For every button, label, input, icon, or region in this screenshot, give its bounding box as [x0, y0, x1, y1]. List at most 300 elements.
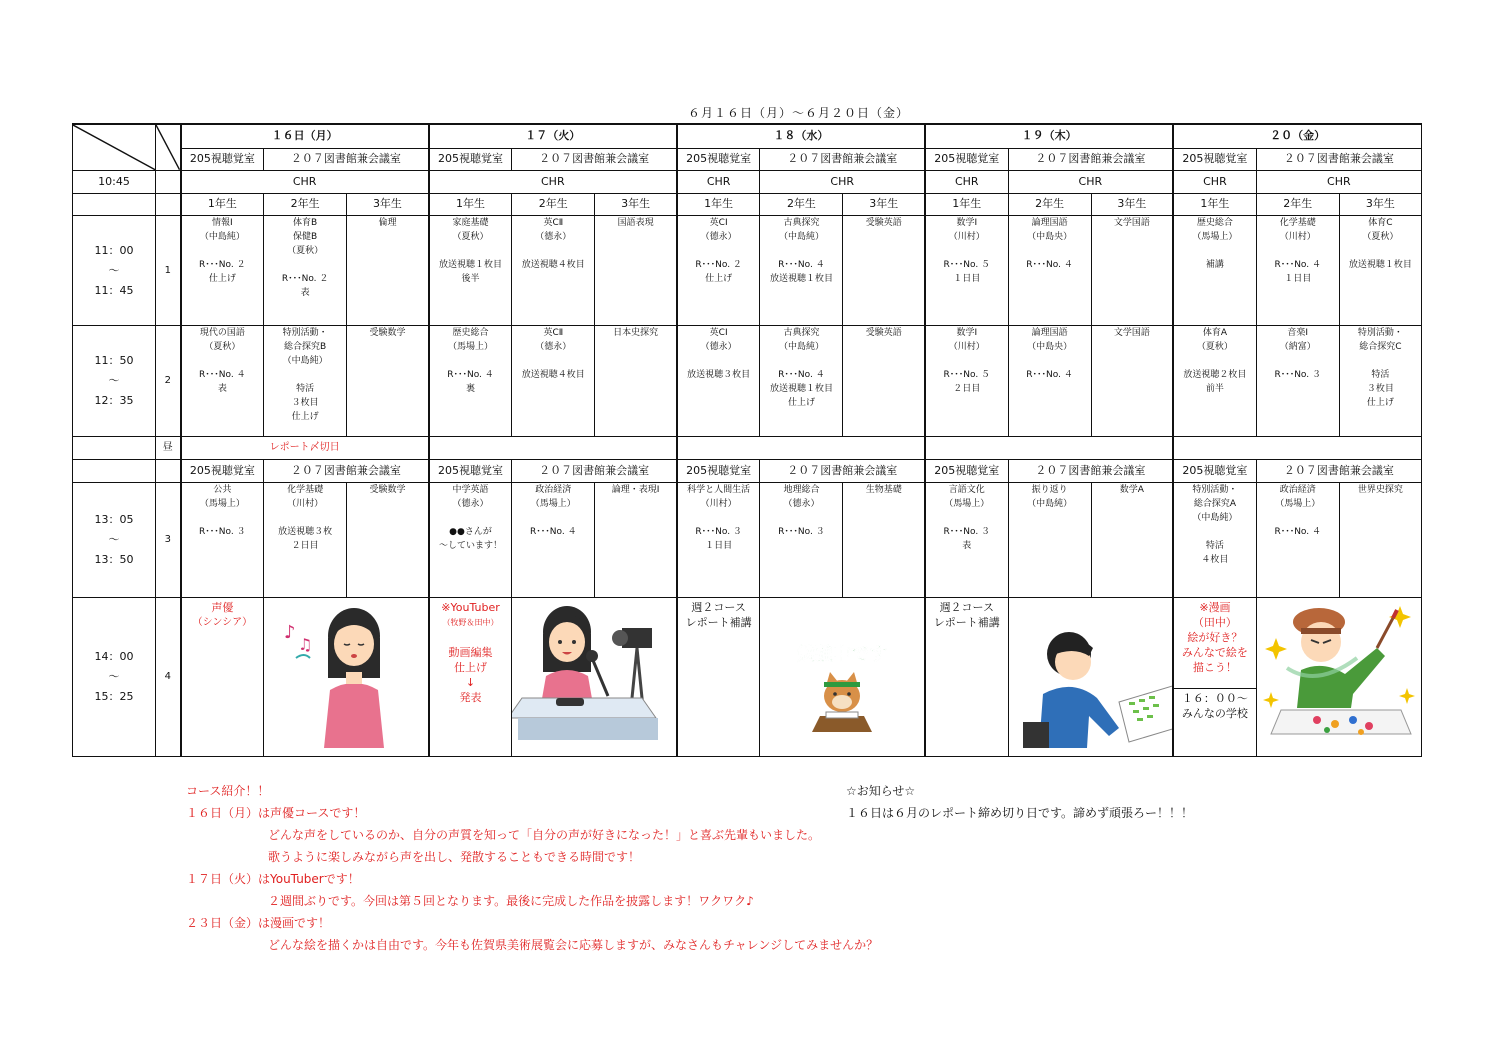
- room-a: 205視聴覚室: [925, 459, 1008, 482]
- class-cell-line: [512, 354, 594, 368]
- class-cell-line: 数学Ⅰ: [956, 217, 978, 228]
- class-cell: [843, 326, 925, 436]
- class-cell-line: R･･･No. ４: [1026, 259, 1073, 270]
- class-cell-line: 音楽Ⅰ: [1287, 328, 1309, 339]
- class-cell-line: R･･･No. ４: [1026, 370, 1073, 381]
- class-cell-line: 英CⅠ: [709, 217, 728, 228]
- class-cell-line: （中島央）: [1027, 231, 1073, 242]
- class-cell: [1091, 215, 1173, 325]
- class-cell-line: 放送視聴４枚目: [521, 370, 585, 381]
- class-cell-line: [926, 244, 1008, 258]
- class-cell-line: [430, 244, 512, 258]
- class-cell: [1091, 326, 1173, 436]
- class-cell-line: （川村）: [287, 498, 324, 509]
- class-cell-line: （川村）: [700, 498, 737, 509]
- chr-label: CHR: [677, 170, 760, 193]
- class-cell-line: [926, 511, 1008, 525]
- class-cell-line: [760, 244, 842, 258]
- studying-boy-illustration: [1008, 598, 1173, 757]
- period-2-time: 11：50 ～ 12：35: [73, 326, 156, 436]
- class-cell-line: 家庭基礎: [452, 217, 489, 228]
- class-cell-line: 生物基礎: [865, 484, 902, 495]
- course-notes: [186, 780, 886, 956]
- class-cell-line: [1340, 244, 1421, 258]
- chr-label: CHR: [1256, 170, 1421, 193]
- class-cell-line: 体育C: [1368, 217, 1393, 228]
- class-cell-line: [760, 511, 842, 525]
- room-a: 205視聴覚室: [1173, 459, 1256, 482]
- class-cell: [347, 326, 429, 436]
- class-cell-line: 仕上げ: [291, 412, 319, 423]
- class-cell-line: [1174, 244, 1256, 258]
- chr-label: CHR: [1008, 170, 1173, 193]
- class-cell-line: 総合探究B: [284, 342, 327, 353]
- class-cell-line: （馬場上）: [1192, 231, 1238, 242]
- class-cell-line: （德永）: [535, 342, 572, 353]
- class-cell-line: 特活: [1205, 540, 1224, 551]
- class-cell-line: 文学国語: [1113, 217, 1150, 228]
- class-cell-line: （馬場上）: [944, 498, 990, 509]
- day-header-thu: １９（木）: [925, 124, 1173, 148]
- class-cell-line: （夏秋）: [1196, 342, 1233, 353]
- period-3-time: 13：05 ～ 13：50: [73, 482, 156, 597]
- class-cell-line: （中島央）: [1027, 342, 1073, 353]
- period-1-number: 1: [156, 215, 181, 325]
- chr-label: CHR: [181, 170, 429, 193]
- class-cell-line: （馬場上）: [199, 498, 245, 509]
- room-b: ２０７図書館兼会議室: [760, 148, 925, 170]
- class-cell-line: 国語表現: [617, 217, 654, 228]
- grade-header: 1年生: [429, 193, 512, 215]
- class-cell-line: R･･･No. ４: [778, 259, 825, 270]
- course-note-line: 歌うように楽しみながら声を出し、発散することもできる時間です！: [268, 850, 641, 864]
- painting-boy-illustration: [1256, 598, 1421, 757]
- class-cell-line: 古典探究: [783, 328, 820, 339]
- class-cell-line: 歴史総合: [1196, 217, 1233, 228]
- class-cell-line: R･･･No. ３: [1274, 370, 1321, 381]
- class-cell-line: 受験数学: [369, 328, 406, 339]
- class-cell-line: （中島純）: [199, 231, 245, 242]
- class-cell: [760, 482, 843, 597]
- chr-label: CHR: [429, 170, 677, 193]
- class-cell: [1339, 215, 1421, 325]
- p4-thu-text: 週２コース レポート補講: [925, 598, 1008, 757]
- class-cell-line: （德永）: [535, 231, 572, 242]
- class-cell-line: R･･･No. ２: [695, 259, 742, 270]
- room-b: ２０７図書館兼会議室: [1008, 459, 1173, 482]
- class-cell: [595, 326, 677, 436]
- class-cell-line: R･･･No. ２: [199, 259, 246, 270]
- class-cell-line: 公共: [213, 484, 232, 495]
- class-cell-line: 特別活動・: [282, 328, 328, 339]
- room-b: ２０７図書館兼会議室: [1256, 148, 1421, 170]
- class-cell-line: R･･･No. ３: [199, 526, 246, 537]
- class-cell-line: （德永）: [700, 342, 737, 353]
- class-cell-line: 前半: [1205, 384, 1224, 395]
- class-cell-line: 仕上げ: [1366, 398, 1394, 409]
- class-cell-line: [264, 511, 346, 525]
- grade-header: 2年生: [1256, 193, 1339, 215]
- empty-cell: [1173, 436, 1421, 459]
- class-cell-line: （中島純）: [778, 231, 824, 242]
- class-cell-line: 特別活動・: [1192, 484, 1238, 495]
- chr-label: CHR: [925, 170, 1008, 193]
- class-cell-line: （川村）: [948, 231, 985, 242]
- class-cell-line: 総合探究C: [1359, 342, 1402, 353]
- room-a: 205視聴覚室: [181, 148, 264, 170]
- p4-fri-text: ※漫画 （田中） 絵が好き？ みんなで絵を 描こう！ １６：００～ みんなの学校: [1173, 598, 1256, 757]
- class-cell: [181, 215, 264, 325]
- class-cell-line: ３枚目: [291, 398, 319, 409]
- class-cell-line: 世界史探究: [1357, 484, 1403, 495]
- class-cell: [1008, 482, 1091, 597]
- class-cell-line: 保健B: [293, 231, 318, 242]
- lunch-note: レポート〆切日: [181, 436, 429, 459]
- class-cell-line: 体育A: [1202, 328, 1228, 339]
- class-cell-line: 言語文化: [948, 484, 985, 495]
- class-cell-line: 総合探究A: [1193, 498, 1237, 509]
- room-a: 205視聴覚室: [1173, 148, 1256, 170]
- svg-text:♪: ♪: [283, 622, 296, 644]
- class-cell-line: [1174, 525, 1256, 539]
- grade-header: 2年生: [512, 193, 595, 215]
- class-cell-line: 化学基礎: [1279, 217, 1316, 228]
- class-cell-line: 英CⅠ: [709, 328, 728, 339]
- class-cell: [843, 215, 925, 325]
- class-cell-line: （中島純）: [1027, 498, 1073, 509]
- class-cell-line: 補講: [1205, 259, 1224, 270]
- class-cell-line: [1340, 354, 1421, 368]
- empty-cell: [429, 436, 677, 459]
- class-cell-line: 数学A: [1119, 484, 1144, 495]
- class-cell-line: [512, 244, 594, 258]
- class-cell: [1091, 482, 1173, 597]
- class-cell: [429, 215, 512, 325]
- grade-header: 1年生: [1173, 193, 1256, 215]
- class-cell-line: １日目: [705, 540, 733, 551]
- class-cell: [925, 482, 1008, 597]
- announcement-heading: ☆お知らせ☆: [846, 784, 916, 798]
- period-1-time: 11：00 ～ 11：45: [73, 215, 156, 325]
- room-b: ２０７図書館兼会議室: [760, 459, 925, 482]
- room-a: 205視聴覚室: [181, 459, 264, 482]
- class-cell-line: 論理国語: [1031, 217, 1068, 228]
- class-cell: [1339, 482, 1421, 597]
- class-cell-line: （夏秋）: [204, 342, 241, 353]
- class-cell: [512, 482, 595, 597]
- day-header-fri: ２０（金）: [1173, 124, 1421, 148]
- class-cell-line: 数学Ⅰ: [956, 328, 978, 339]
- class-cell-line: 放送視聴１枚目: [439, 259, 503, 270]
- timetable: [72, 123, 1422, 757]
- period-4-number: 4: [156, 598, 181, 757]
- class-cell-line: （納富）: [1279, 342, 1316, 353]
- class-cell-line: （夏秋）: [287, 245, 324, 256]
- class-cell: [1256, 215, 1339, 325]
- class-cell-line: 放送視聴３枚目: [687, 370, 751, 381]
- class-cell: [264, 215, 347, 325]
- day-header-tue: １７（火）: [429, 124, 677, 148]
- class-cell-line: [760, 354, 842, 368]
- class-cell-line: 放送視聴１枚目: [769, 273, 833, 284]
- day-header-wed: １８（水）: [677, 124, 925, 148]
- class-cell-line: （川村）: [948, 342, 985, 353]
- class-cell: [1173, 482, 1256, 597]
- class-cell: [1008, 215, 1091, 325]
- class-cell-line: 放送視聴１枚目: [1348, 259, 1412, 270]
- class-cell-line: [1174, 354, 1256, 368]
- class-cell-line: [678, 511, 760, 525]
- room-a: 205視聴覚室: [429, 148, 512, 170]
- class-cell-line: 受験数学: [369, 484, 406, 495]
- class-cell-line: [264, 258, 346, 272]
- class-cell-line: ４枚目: [1201, 554, 1229, 565]
- class-cell-line: [182, 511, 264, 525]
- class-cell-line: [1009, 354, 1091, 368]
- class-cell-line: [678, 354, 760, 368]
- empty-cell: [925, 436, 1173, 459]
- p4-wed-text: 週２コース レポート補講: [677, 598, 760, 757]
- class-cell-line: １日目: [1284, 273, 1312, 284]
- class-cell-line: R･･･No. ４: [199, 370, 246, 381]
- class-cell-line: （夏秋）: [452, 231, 489, 242]
- class-cell-line: [1257, 511, 1339, 525]
- week-title: ６月１６日（月）～６月２０日（金）: [687, 106, 909, 120]
- class-cell-line: [926, 354, 1008, 368]
- class-cell-line: （川村）: [1279, 231, 1316, 242]
- room-b: ２０７図書館兼会議室: [264, 148, 429, 170]
- class-cell: [595, 482, 677, 597]
- class-cell-line: 受験英語: [865, 328, 902, 339]
- class-cell-line: 政治経済: [1279, 484, 1316, 495]
- class-cell: [264, 482, 347, 597]
- course-note-line: １７日（火）はYouTuberです！: [186, 872, 360, 886]
- room-a: 205視聴覚室: [429, 459, 512, 482]
- youtuber-girl-illustration: [512, 598, 677, 757]
- class-cell: [677, 326, 760, 436]
- class-cell-line: （中島純）: [282, 356, 328, 367]
- class-cell-line: [264, 368, 346, 382]
- class-cell: [1173, 215, 1256, 325]
- class-cell-line: 放送視聴４枚目: [521, 259, 585, 270]
- class-cell: [595, 215, 677, 325]
- class-cell: [1008, 326, 1091, 436]
- grade-header: 3年生: [347, 193, 429, 215]
- class-cell-line: 表: [300, 287, 310, 298]
- class-cell-line: 論理国語: [1031, 328, 1068, 339]
- singing-girl-illustration: [264, 598, 429, 757]
- grade-header: 2年生: [760, 193, 843, 215]
- class-cell-line: R･･･No. ５: [943, 259, 991, 270]
- class-cell-line: R･･･No. ２: [281, 273, 329, 284]
- studying-dog-illustration: [760, 598, 925, 757]
- class-cell-line: [430, 511, 512, 525]
- class-cell: [1256, 482, 1339, 597]
- class-cell-line: [1257, 354, 1339, 368]
- grade-header: 3年生: [1339, 193, 1421, 215]
- class-cell: [429, 482, 512, 597]
- class-cell: [925, 215, 1008, 325]
- class-cell-line: 科学と人間生活: [687, 484, 751, 495]
- class-cell-line: １日目: [953, 273, 981, 284]
- class-cell-line: 情報Ⅰ: [212, 217, 233, 228]
- announcement: [846, 780, 1406, 824]
- class-cell-line: 特別活動・: [1357, 328, 1403, 339]
- period-3-number: 3: [156, 482, 181, 597]
- chr-label: CHR: [1173, 170, 1256, 193]
- class-cell-line: （馬場上）: [448, 342, 494, 353]
- period-2-number: 2: [156, 326, 181, 436]
- class-cell-line: 裏: [466, 384, 476, 395]
- class-cell-line: R･･･No. ５: [943, 370, 991, 381]
- grade-header: 2年生: [1008, 193, 1091, 215]
- corner-diagonal-cell-small: [156, 124, 181, 170]
- class-cell-line: 表: [217, 384, 227, 395]
- class-cell-line: [182, 354, 264, 368]
- class-cell: [347, 482, 429, 597]
- empty-cell: [73, 193, 156, 215]
- class-cell-line: （夏秋）: [1362, 231, 1399, 242]
- class-cell: [512, 326, 595, 436]
- class-cell-line: R･･･No. ４: [447, 370, 494, 381]
- class-cell-line: R･･･No. ４: [1274, 526, 1321, 537]
- p4-tue-text: ※YouTuber （牧野＆田中） 動画編集 仕上げ ↓ 発表: [429, 598, 512, 757]
- class-cell-line: 特活: [296, 384, 315, 395]
- class-cell-line: 化学基礎: [287, 484, 324, 495]
- class-cell-line: ２日目: [953, 384, 981, 395]
- class-cell-line: 政治経済: [535, 484, 572, 495]
- class-cell-line: 英CⅡ: [543, 328, 564, 339]
- class-cell-line: 仕上げ: [787, 398, 815, 409]
- grade-header: 1年生: [677, 193, 760, 215]
- day-header-mon: １６日（月）: [181, 124, 429, 148]
- class-cell-line: 放送視聴３枚: [278, 526, 333, 537]
- class-cell-line: [430, 354, 512, 368]
- class-cell-line: ●●さんが: [449, 526, 492, 537]
- class-cell-line: 仕上げ: [208, 273, 236, 284]
- corner-diagonal-cell: [73, 124, 156, 170]
- chr-time: 10:45: [73, 170, 156, 193]
- course-note-line: １６日（月）は声優コースです！: [186, 806, 366, 820]
- class-cell-line: 英CⅡ: [543, 217, 564, 228]
- class-cell: [1339, 326, 1421, 436]
- class-cell: [512, 215, 595, 325]
- room-b: ２０７図書館兼会議室: [1008, 148, 1173, 170]
- empty-cell: [677, 436, 925, 459]
- class-cell-line: （德永）: [452, 498, 489, 509]
- class-cell-line: 表: [962, 540, 972, 551]
- empty-cell: [73, 459, 156, 482]
- class-cell-line: （馬場上）: [530, 498, 576, 509]
- grade-header: 3年生: [843, 193, 925, 215]
- empty-cell: [156, 193, 181, 215]
- class-cell-line: [182, 244, 264, 258]
- class-cell-line: 日本史探究: [613, 328, 659, 339]
- announcement-line: １６日は６月のレポート締め切り日です。諦めず頑張ろー！！！: [846, 806, 1194, 820]
- studying-sign-text: 勉強中です: [797, 644, 888, 666]
- class-cell-line: R･･･No. ４: [778, 370, 825, 381]
- room-a: 205視聴覚室: [677, 459, 760, 482]
- class-cell-line: R･･･No. ３: [943, 526, 991, 537]
- class-cell-line: 放送視聴１枚目: [769, 384, 833, 395]
- empty-cell: [156, 459, 181, 482]
- class-cell: [677, 215, 760, 325]
- class-cell-line: 特活: [1371, 370, 1390, 381]
- course-notes-heading: コース紹介！！: [186, 784, 270, 798]
- course-note-line: ２週間ぶりです。今回は第５回となります。最後に完成した作品を披露します！ワクワク♪: [268, 894, 754, 908]
- class-cell-line: R･･･No. ４: [530, 526, 577, 537]
- class-cell: [429, 326, 512, 436]
- class-cell: [760, 215, 843, 325]
- room-a: 205視聴覚室: [677, 148, 760, 170]
- class-cell: [264, 326, 347, 436]
- class-cell-line: （德永）: [783, 498, 820, 509]
- course-note-line: どんな絵を描くかは自由です。今年も佐賀県美術展覧会に応募しますが、みなさんもチャレンジしてみませんか？: [268, 938, 879, 952]
- class-cell-line: 歴史総合: [452, 328, 489, 339]
- class-cell: [1173, 326, 1256, 436]
- class-cell-line: 文学国語: [1113, 328, 1150, 339]
- class-cell: [1256, 326, 1339, 436]
- room-a: 205視聴覚室: [925, 148, 1008, 170]
- class-cell: [347, 215, 429, 325]
- room-b: ２０７図書館兼会議室: [512, 459, 677, 482]
- grade-header: 1年生: [925, 193, 1008, 215]
- class-cell-line: 後半: [461, 273, 480, 284]
- class-cell-line: 現代の国語: [199, 328, 245, 339]
- empty-cell: [156, 170, 181, 193]
- class-cell-line: 仕上げ: [705, 273, 733, 284]
- class-cell-line: [512, 511, 594, 525]
- grade-header: 2年生: [264, 193, 347, 215]
- class-cell-line: （中島純）: [1192, 512, 1238, 523]
- class-cell: [760, 326, 843, 436]
- room-b: ２０７図書館兼会議室: [512, 148, 677, 170]
- grade-header: 3年生: [1091, 193, 1173, 215]
- chr-label: CHR: [760, 170, 925, 193]
- course-note-line: どんな声をしているのか、自分の声質を知って「自分の声が好きになった！」と喜ぶ先輩もいました。: [268, 828, 821, 842]
- class-cell-line: ～しています！: [439, 540, 503, 551]
- class-cell-line: 倫理: [378, 217, 397, 228]
- grade-header: 1年生: [181, 193, 264, 215]
- class-cell-line: 受験英語: [865, 217, 902, 228]
- class-cell-line: （中島純）: [778, 342, 824, 353]
- class-cell-line: ３枚目: [1366, 384, 1394, 395]
- class-cell-line: 地理総合: [783, 484, 820, 495]
- room-b: ２０７図書館兼会議室: [264, 459, 429, 482]
- class-cell-line: [678, 244, 760, 258]
- period-4-time: 14：00 ～ 15：25: [73, 598, 156, 757]
- class-cell: [925, 326, 1008, 436]
- room-b: ２０７図書館兼会議室: [1256, 459, 1421, 482]
- p4-mon-text: 声優 （シンシア）: [181, 598, 264, 757]
- class-cell-line: 中学英語: [452, 484, 489, 495]
- svg-text:♫: ♫: [297, 635, 313, 655]
- class-cell-line: 論理・表現Ⅰ: [611, 484, 660, 495]
- class-cell-line: [1257, 244, 1339, 258]
- class-cell-line: （馬場上）: [1275, 498, 1321, 509]
- class-cell-line: 古典探究: [783, 217, 820, 228]
- lunch-label: 昼: [156, 436, 181, 459]
- course-note-line: ２３日（金）は漫画です！: [186, 916, 331, 930]
- class-cell-line: R･･･No. ４: [1274, 259, 1321, 270]
- class-cell-line: ２日目: [291, 540, 319, 551]
- grade-header: 3年生: [595, 193, 677, 215]
- class-cell-line: 振り返り: [1031, 484, 1068, 495]
- class-cell-line: R･･･No. ３: [695, 526, 742, 537]
- class-cell-line: 体育B: [293, 217, 318, 228]
- class-cell: [181, 326, 264, 436]
- class-cell-line: [1009, 244, 1091, 258]
